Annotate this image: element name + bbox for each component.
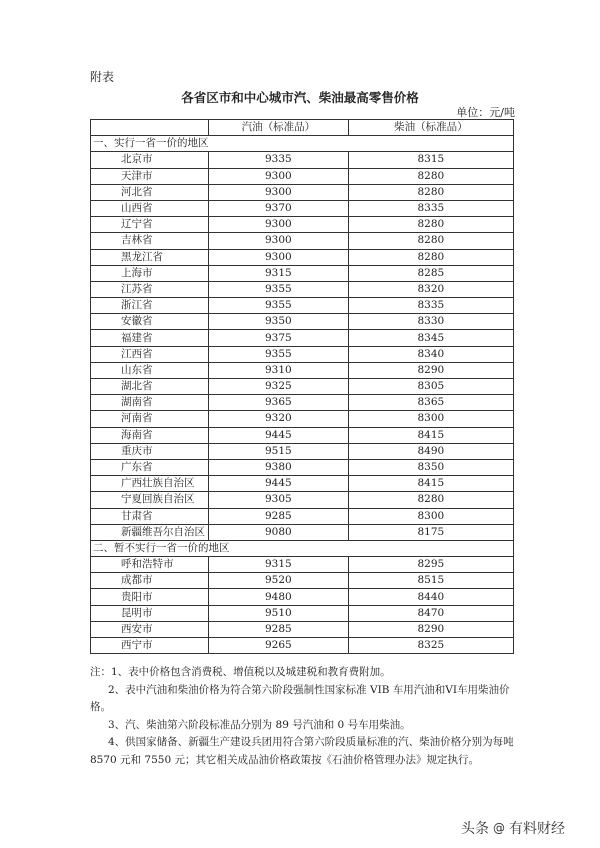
table-row xyxy=(91,411,514,427)
header-region xyxy=(91,120,209,136)
region-name-cell: 新疆维吾尔自治区 xyxy=(91,524,209,540)
diesel-price-cell: 8365 xyxy=(348,395,513,411)
gasoline-price-cell: 9445 xyxy=(209,476,349,492)
gasoline-price-cell: 9380 xyxy=(209,459,349,475)
note-1: 注：1、表中价格包含消费税、增值税以及城建税和教育费附加。 xyxy=(90,666,391,678)
table-row xyxy=(91,524,514,540)
gasoline-price-cell: 9300 xyxy=(209,168,349,184)
diesel-price-cell: 8330 xyxy=(348,314,513,330)
table-row xyxy=(91,330,514,346)
diesel-price-cell: 8300 xyxy=(348,411,513,427)
gasoline-price-cell: 9325 xyxy=(209,379,349,395)
unit-label: 单位：元/吨 xyxy=(456,106,515,119)
gasoline-price-cell: 9480 xyxy=(209,589,349,605)
gasoline-price-cell: 9305 xyxy=(209,492,349,508)
table-row xyxy=(91,605,514,621)
table-row xyxy=(91,492,514,508)
diesel-price-cell: 8290 xyxy=(348,362,513,378)
section-header-row xyxy=(91,540,514,556)
table-row xyxy=(91,249,514,265)
table-row xyxy=(91,265,514,281)
region-name-cell: 天津市 xyxy=(91,168,209,184)
watermark-separator: @ xyxy=(493,821,505,835)
table-row xyxy=(91,298,514,314)
region-name-cell: 福建省 xyxy=(91,330,209,346)
section-title: 二、暂不实行一省一价的地区 xyxy=(91,540,514,556)
gasoline-price-cell: 9310 xyxy=(209,362,349,378)
table-row xyxy=(91,184,514,200)
region-name-cell: 山西省 xyxy=(91,200,209,216)
price-table xyxy=(90,119,514,654)
region-name-cell: 湖南省 xyxy=(91,395,209,411)
diesel-price-cell: 8285 xyxy=(348,265,513,281)
table-row xyxy=(91,168,514,184)
region-name-cell: 贵阳市 xyxy=(91,589,209,605)
region-name-cell: 呼和浩特市 xyxy=(91,557,209,573)
table-row xyxy=(91,281,514,297)
gasoline-price-cell: 9265 xyxy=(209,638,349,654)
note-2: 2、表中汽油和柴油价格为符合第六阶段强制性国家标准 VIB 车用汽油和VI车用柴油价格。 xyxy=(90,683,510,713)
region-name-cell: 北京市 xyxy=(91,152,209,168)
diesel-price-cell: 8300 xyxy=(348,508,513,524)
table-row xyxy=(91,459,514,475)
region-name-cell: 江西省 xyxy=(91,346,209,362)
table-row xyxy=(91,443,514,459)
diesel-price-cell: 8470 xyxy=(348,605,513,621)
table-title: 各省区市和中心城市汽、柴油最高零售价格 xyxy=(181,90,419,105)
watermark xyxy=(461,818,565,838)
gasoline-price-cell: 9370 xyxy=(209,200,349,216)
table-header-row xyxy=(91,120,514,136)
gasoline-price-cell: 9355 xyxy=(209,346,349,362)
table-row xyxy=(91,200,514,216)
gasoline-price-cell: 9335 xyxy=(209,152,349,168)
gasoline-price-cell: 9510 xyxy=(209,605,349,621)
region-name-cell: 重庆市 xyxy=(91,443,209,459)
region-name-cell: 宁夏回族自治区 xyxy=(91,492,209,508)
watermark-account: 有料财经 xyxy=(509,821,565,837)
region-name-cell: 广西壮族自治区 xyxy=(91,476,209,492)
header-gasoline: 汽油（标准品） xyxy=(209,120,349,136)
diesel-price-cell: 8335 xyxy=(348,298,513,314)
diesel-price-cell: 8350 xyxy=(348,459,513,475)
gasoline-price-cell: 9355 xyxy=(209,298,349,314)
region-name-cell: 成都市 xyxy=(91,573,209,589)
gasoline-price-cell: 9515 xyxy=(209,443,349,459)
note-3: 3、汽、柴油第六阶段标准品分别为 89 号汽油和 0 号车用柴油。 xyxy=(108,718,411,731)
table-row xyxy=(91,621,514,637)
table-row xyxy=(91,233,514,249)
table-row xyxy=(91,508,514,524)
table-row xyxy=(91,346,514,362)
table-row xyxy=(91,395,514,411)
gasoline-price-cell: 9355 xyxy=(209,281,349,297)
diesel-price-cell: 8280 xyxy=(348,217,513,233)
diesel-price-cell: 8280 xyxy=(348,492,513,508)
diesel-price-cell: 8280 xyxy=(348,168,513,184)
table-row xyxy=(91,573,514,589)
region-name-cell: 甘肃省 xyxy=(91,508,209,524)
diesel-price-cell: 8415 xyxy=(348,476,513,492)
diesel-price-cell: 8305 xyxy=(348,379,513,395)
region-name-cell: 山东省 xyxy=(91,362,209,378)
table-row xyxy=(91,638,514,654)
region-name-cell: 浙江省 xyxy=(91,298,209,314)
diesel-price-cell: 8335 xyxy=(348,200,513,216)
gasoline-price-cell: 9320 xyxy=(209,411,349,427)
region-name-cell: 昆明市 xyxy=(91,605,209,621)
section-header-row xyxy=(91,136,514,152)
watermark-platform: 头条 xyxy=(461,821,489,837)
region-name-cell: 广东省 xyxy=(91,459,209,475)
annex-label: 附表 xyxy=(90,70,115,84)
diesel-price-cell: 8440 xyxy=(348,589,513,605)
region-name-cell: 辽宁省 xyxy=(91,217,209,233)
gasoline-price-cell: 9300 xyxy=(209,217,349,233)
gasoline-price-cell: 9300 xyxy=(209,233,349,249)
diesel-price-cell: 8280 xyxy=(348,249,513,265)
diesel-price-cell: 8345 xyxy=(348,330,513,346)
gasoline-price-cell: 9375 xyxy=(209,330,349,346)
diesel-price-cell: 8175 xyxy=(348,524,513,540)
diesel-price-cell: 8490 xyxy=(348,443,513,459)
gasoline-price-cell: 9285 xyxy=(209,621,349,637)
gasoline-price-cell: 9365 xyxy=(209,395,349,411)
table-row xyxy=(91,217,514,233)
notes xyxy=(90,664,520,769)
region-name-cell: 西安市 xyxy=(91,621,209,637)
gasoline-price-cell: 9350 xyxy=(209,314,349,330)
region-name-cell: 吉林省 xyxy=(91,233,209,249)
table-row xyxy=(91,427,514,443)
table-row xyxy=(91,152,514,168)
region-name-cell: 黑龙江省 xyxy=(91,249,209,265)
gasoline-price-cell: 9300 xyxy=(209,249,349,265)
note-4: 4、供国家储备、新疆生产建设兵团用符合第六阶段质量标准的汽、柴油价格分别为每吨 8570 元和 7550 元；其它相关成品油价格政策按《石油价格管理办法》规定执行。 xyxy=(90,736,514,766)
table-row xyxy=(91,476,514,492)
diesel-price-cell: 8340 xyxy=(348,346,513,362)
gasoline-price-cell: 9080 xyxy=(209,524,349,540)
region-name-cell: 海南省 xyxy=(91,427,209,443)
gasoline-price-cell: 9285 xyxy=(209,508,349,524)
diesel-price-cell: 8320 xyxy=(348,281,513,297)
table-row xyxy=(91,379,514,395)
diesel-price-cell: 8280 xyxy=(348,184,513,200)
region-name-cell: 安徽省 xyxy=(91,314,209,330)
diesel-price-cell: 8280 xyxy=(348,233,513,249)
region-name-cell: 江苏省 xyxy=(91,281,209,297)
region-name-cell: 湖北省 xyxy=(91,379,209,395)
region-name-cell: 河北省 xyxy=(91,184,209,200)
region-name-cell: 河南省 xyxy=(91,411,209,427)
header-diesel: 柴油（标准品） xyxy=(348,120,513,136)
table-row xyxy=(91,362,514,378)
gasoline-price-cell: 9315 xyxy=(209,265,349,281)
region-name-cell: 西宁市 xyxy=(91,638,209,654)
diesel-price-cell: 8295 xyxy=(348,557,513,573)
gasoline-price-cell: 9300 xyxy=(209,184,349,200)
gasoline-price-cell: 9445 xyxy=(209,427,349,443)
table-row xyxy=(91,314,514,330)
gasoline-price-cell: 9520 xyxy=(209,573,349,589)
table-row xyxy=(91,557,514,573)
diesel-price-cell: 8515 xyxy=(348,573,513,589)
diesel-price-cell: 8315 xyxy=(348,152,513,168)
table-row xyxy=(91,589,514,605)
diesel-price-cell: 8290 xyxy=(348,621,513,637)
section-title: 一、实行一省一价的地区 xyxy=(91,136,514,152)
diesel-price-cell: 8325 xyxy=(348,638,513,654)
gasoline-price-cell: 9315 xyxy=(209,557,349,573)
diesel-price-cell: 8415 xyxy=(348,427,513,443)
region-name-cell: 上海市 xyxy=(91,265,209,281)
